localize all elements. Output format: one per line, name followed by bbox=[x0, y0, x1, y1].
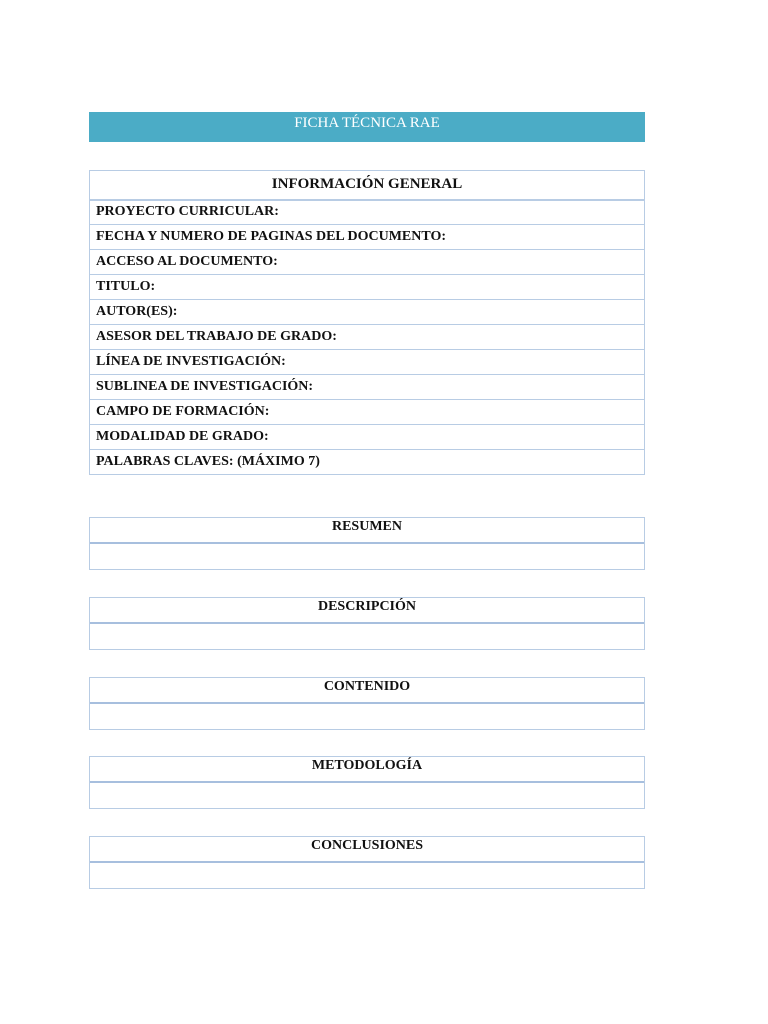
general-info-header-row bbox=[90, 171, 645, 200]
general-info-table bbox=[89, 170, 645, 475]
table-row bbox=[90, 225, 645, 250]
table-row bbox=[90, 350, 645, 375]
field-asesor[interactable]: ASESOR DEL TRABAJO DE GRADO: bbox=[90, 325, 645, 350]
table-row bbox=[90, 375, 645, 400]
table-row bbox=[90, 300, 645, 325]
section-metodologia-title: METODOLOGÍA bbox=[90, 757, 644, 783]
field-campo-formacion[interactable]: CAMPO DE FORMACIÓN: bbox=[90, 400, 645, 425]
form-title-banner bbox=[89, 112, 645, 142]
field-autores[interactable]: AUTOR(ES): bbox=[90, 300, 645, 325]
section-resumen-title: RESUMEN bbox=[90, 518, 644, 544]
field-palabras-claves[interactable]: PALABRAS CLAVES: (MÁXIMO 7) bbox=[90, 450, 645, 475]
field-linea-investigacion[interactable]: LÍNEA DE INVESTIGACIÓN: bbox=[90, 350, 645, 375]
section-contenido-title: CONTENIDO bbox=[90, 678, 644, 704]
section-contenido-body[interactable] bbox=[90, 704, 644, 729]
section-resumen-body[interactable] bbox=[90, 544, 644, 569]
table-row bbox=[90, 450, 645, 475]
field-proyecto-curricular[interactable]: PROYECTO CURRICULAR: bbox=[90, 200, 645, 225]
table-row bbox=[90, 425, 645, 450]
section-descripcion bbox=[89, 597, 645, 650]
section-resumen bbox=[89, 517, 645, 570]
section-conclusiones-body[interactable] bbox=[90, 863, 644, 888]
section-descripcion-title: DESCRIPCIÓN bbox=[90, 598, 644, 624]
general-info-header: INFORMACIÓN GENERAL bbox=[90, 171, 645, 200]
field-sublinea-investigacion[interactable]: SUBLINEA DE INVESTIGACIÓN: bbox=[90, 375, 645, 400]
section-conclusiones bbox=[89, 836, 645, 889]
field-fecha-paginas[interactable]: FECHA Y NUMERO DE PAGINAS DEL DOCUMENTO: bbox=[90, 225, 645, 250]
section-metodologia-body[interactable] bbox=[90, 783, 644, 808]
table-row bbox=[90, 250, 645, 275]
section-descripcion-body[interactable] bbox=[90, 624, 644, 649]
section-conclusiones-title: CONCLUSIONES bbox=[90, 837, 644, 863]
table-row bbox=[90, 325, 645, 350]
form-title: FICHA TÉCNICA RAE bbox=[294, 115, 440, 131]
field-titulo[interactable]: TITULO: bbox=[90, 275, 645, 300]
field-modalidad-grado[interactable]: MODALIDAD DE GRADO: bbox=[90, 425, 645, 450]
section-contenido bbox=[89, 677, 645, 730]
table-row bbox=[90, 200, 645, 225]
section-metodologia bbox=[89, 756, 645, 809]
field-acceso-documento[interactable]: ACCESO AL DOCUMENTO: bbox=[90, 250, 645, 275]
table-row bbox=[90, 275, 645, 300]
table-row bbox=[90, 400, 645, 425]
